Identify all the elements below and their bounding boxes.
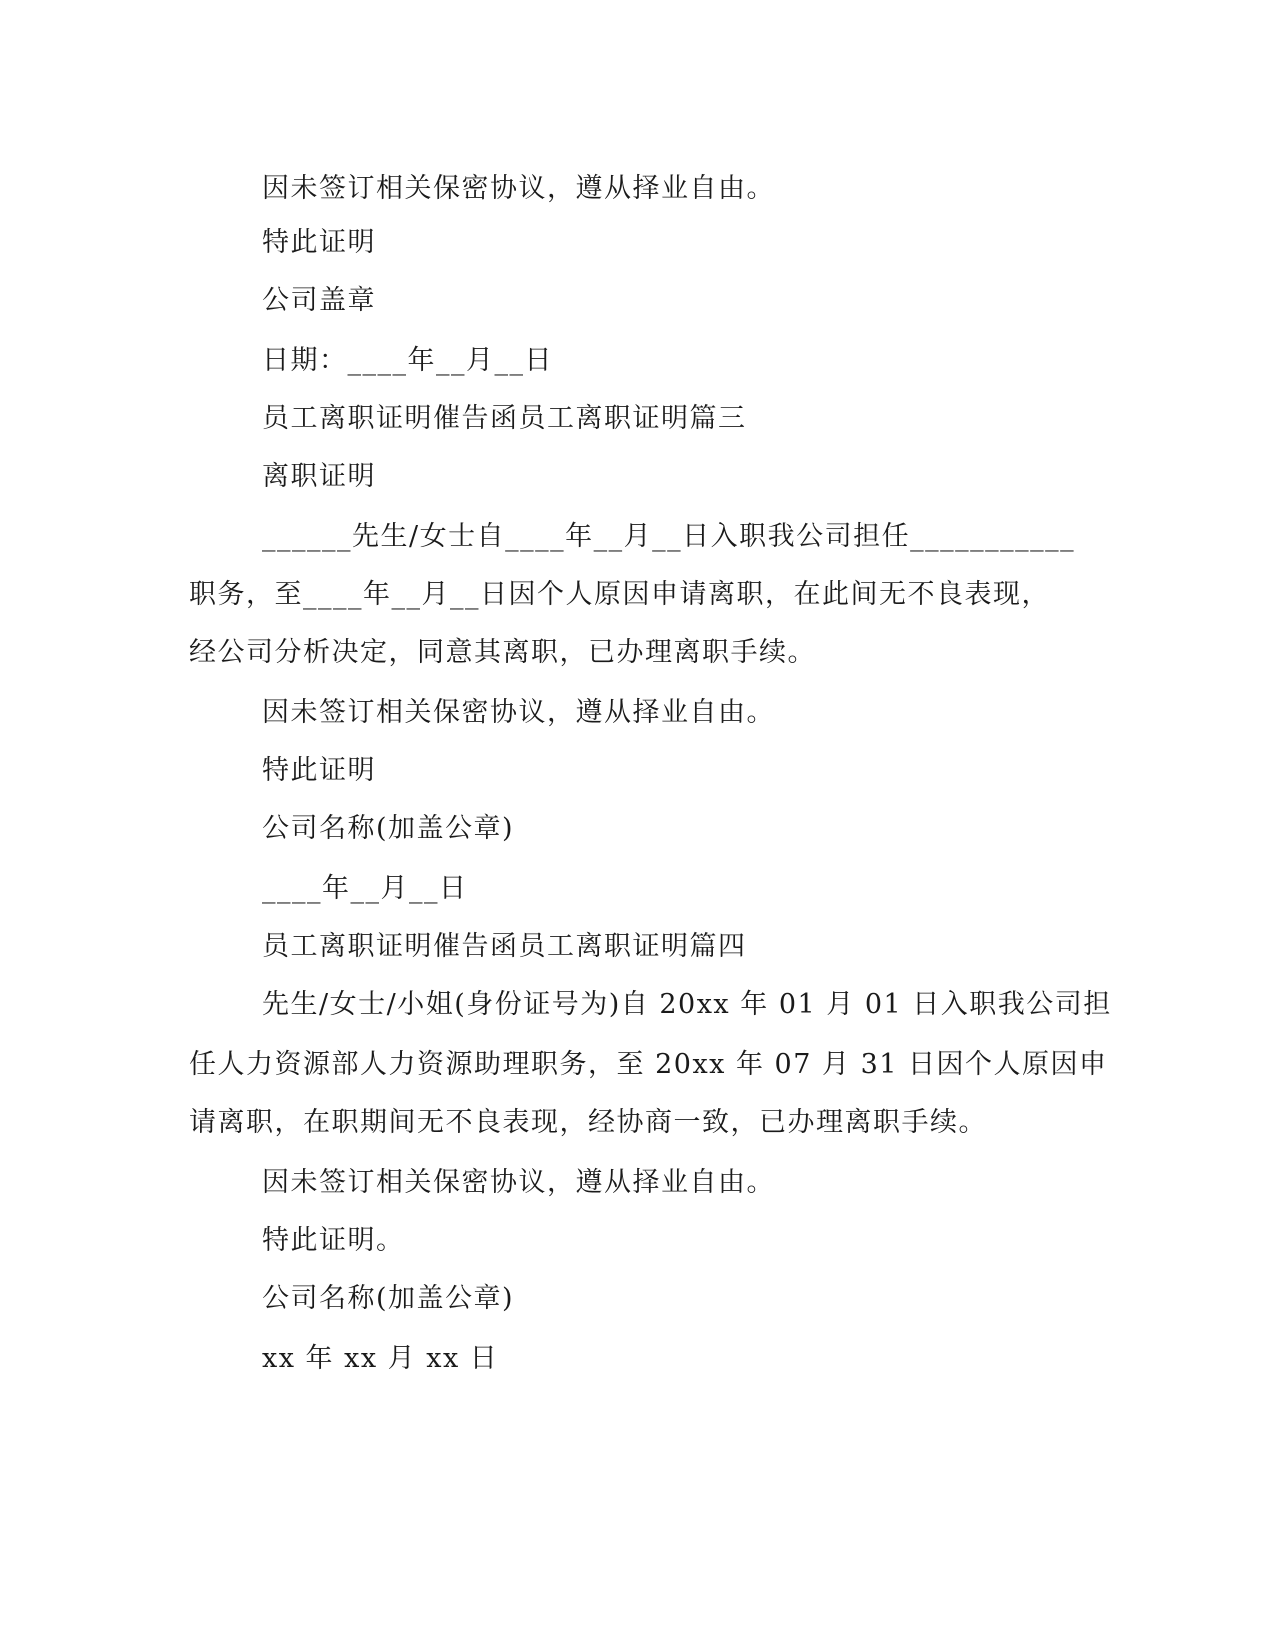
text-line: 公司名称(加盖公章) — [262, 1283, 515, 1314]
text-line: 因未签订相关保密协议，遵从择业自由。 — [262, 173, 775, 204]
text-line: 因未签订相关保密协议，遵从择业自由。 — [262, 1167, 775, 1198]
text-line: 请离职，在职期间无不良表现，经协商一致，已办理离职手续。 — [189, 1107, 987, 1138]
text-line: 特此证明 — [262, 755, 376, 786]
text-line: 特此证明 — [262, 227, 376, 258]
section-title: 员工离职证明催告函员工离职证明篇三 — [262, 403, 747, 434]
section-title: 员工离职证明催告函员工离职证明篇四 — [262, 931, 747, 962]
text-line: 任人力资源部人力资源助理职务，至 20xx 年 07 月 31 日因个人原因申 — [189, 1049, 1108, 1080]
date-line: xx 年 xx 月 xx 日 — [262, 1343, 499, 1374]
text-line: 因未签订相关保密协议，遵从择业自由。 — [262, 697, 775, 728]
date-line: 日期：____年__月__日 — [262, 345, 553, 376]
text-line: 公司盖章 — [262, 285, 376, 316]
text-line: 职务，至____年__月__日因个人原因申请离职，在此间无不良表现， — [189, 579, 1050, 610]
text-line: 先生/女士/小姐(身份证号为)自 20xx 年 01 月 01 日入职我公司担 — [262, 989, 1112, 1020]
text-line: 离职证明 — [262, 461, 376, 492]
text-line: 经公司分析决定，同意其离职，已办理离职手续。 — [189, 637, 816, 668]
text-line: ______先生/女士自____年__月__日入职我公司担任___________ — [262, 521, 1076, 552]
date-line: ____年__月__日 — [262, 873, 468, 904]
text-line: 公司名称(加盖公章) — [262, 813, 515, 844]
text-line: 特此证明。 — [262, 1225, 405, 1256]
